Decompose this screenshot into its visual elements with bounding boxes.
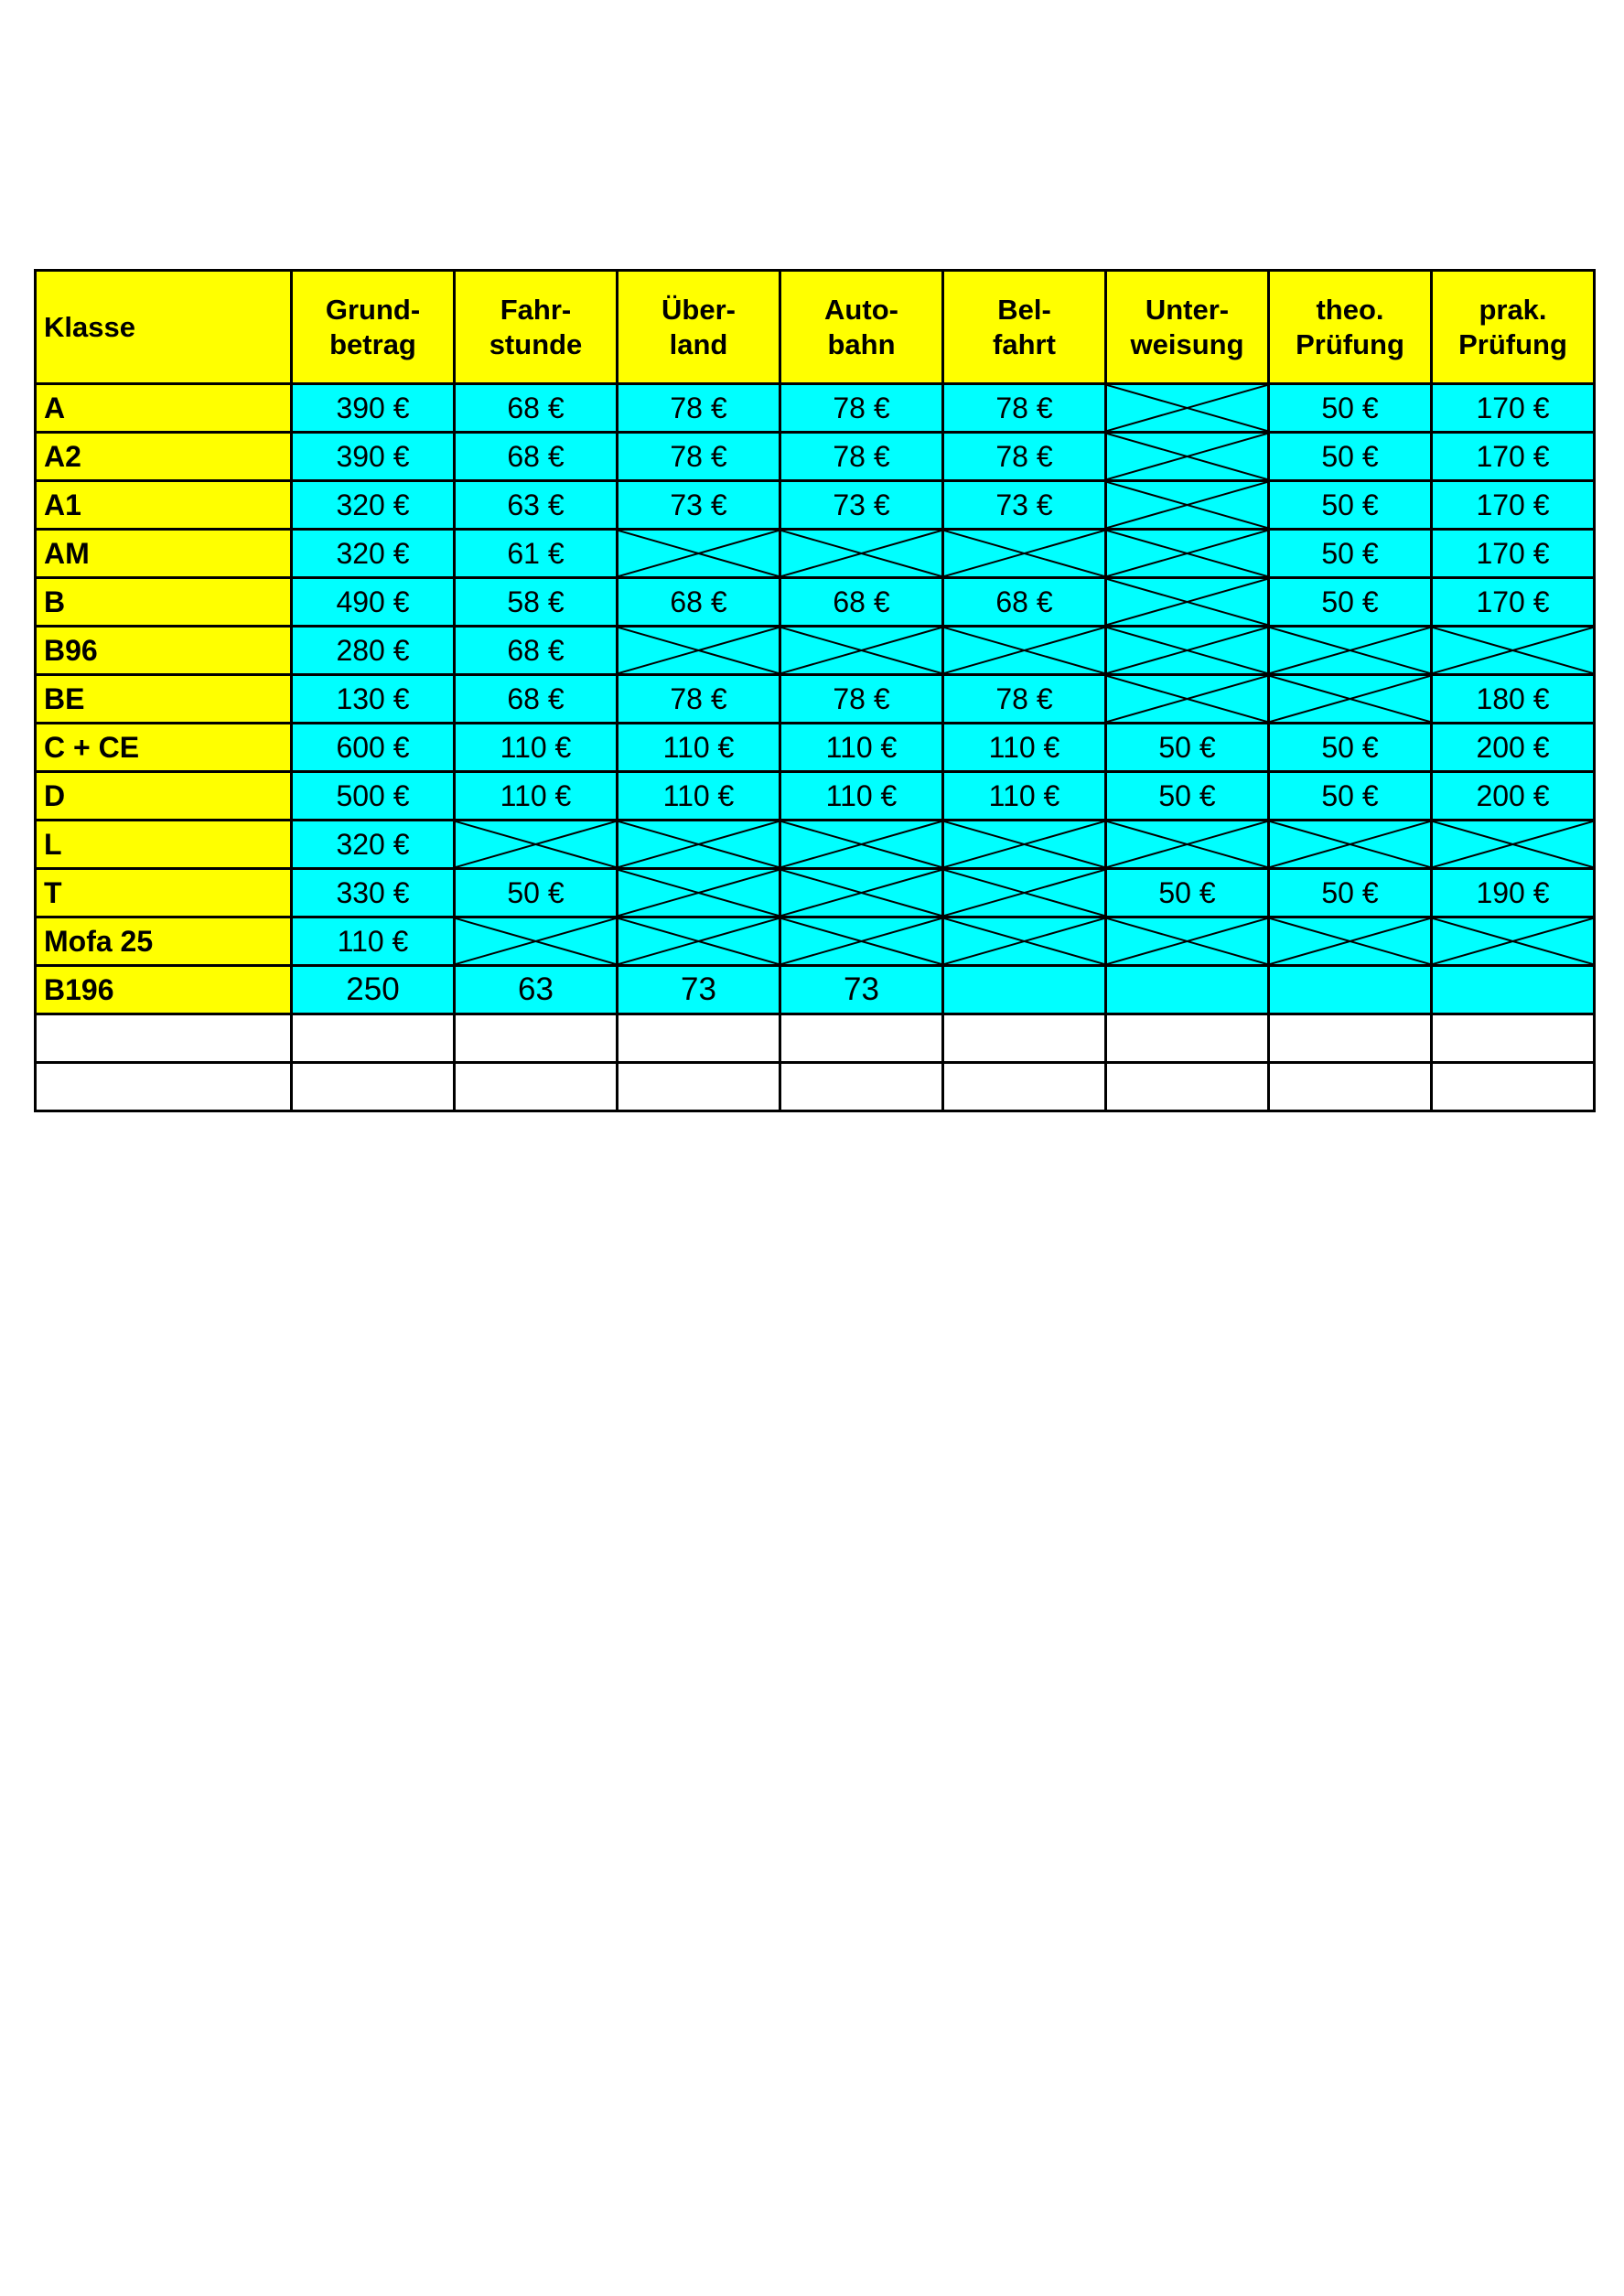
price-cell: 320 € — [292, 481, 455, 530]
not-applicable-cross-icon — [1107, 482, 1267, 528]
not-applicable-cell — [618, 869, 780, 917]
not-applicable-cell — [618, 821, 780, 869]
header-text-line: bahn — [827, 327, 896, 360]
price-cell: 110 € — [943, 724, 1106, 772]
header-text-line: Auto- — [824, 293, 898, 326]
not-applicable-cell — [1106, 481, 1269, 530]
price-cell: 78 € — [618, 433, 780, 481]
price-cell: 390 € — [292, 433, 455, 481]
price-cell: 68 € — [455, 384, 618, 433]
empty-cell — [36, 1014, 292, 1063]
price-cell: 320 € — [292, 821, 455, 869]
price-cell: 390 € — [292, 384, 455, 433]
price-cell: 490 € — [292, 578, 455, 627]
table-row — [36, 433, 1595, 481]
not-applicable-cell — [1432, 917, 1595, 966]
not-applicable-cross-icon — [1107, 628, 1267, 673]
not-applicable-cross-icon — [1433, 918, 1593, 964]
table-row — [36, 821, 1595, 869]
table-row — [36, 724, 1595, 772]
price-cell: 78 € — [943, 675, 1106, 724]
not-applicable-cross-icon — [944, 531, 1104, 576]
not-applicable-cell — [780, 821, 943, 869]
not-applicable-cell — [780, 869, 943, 917]
price-cell: 50 € — [1269, 724, 1432, 772]
header-text-line: Über- — [661, 293, 736, 326]
price-cell: 110 € — [780, 724, 943, 772]
row-label-klasse: Mofa 25 — [36, 917, 292, 966]
not-applicable-cell — [618, 917, 780, 966]
not-applicable-cell — [943, 821, 1106, 869]
not-applicable-cell — [1269, 627, 1432, 675]
not-applicable-cross-icon — [781, 821, 941, 867]
price-cell: 68 € — [618, 578, 780, 627]
not-applicable-cell — [943, 869, 1106, 917]
table-row — [36, 384, 1595, 433]
not-applicable-cross-icon — [618, 628, 779, 673]
not-applicable-cell — [943, 917, 1106, 966]
price-cell: 68 € — [455, 627, 618, 675]
not-applicable-cell — [780, 530, 943, 578]
price-cell: 78 € — [618, 675, 780, 724]
not-applicable-cell — [1432, 821, 1595, 869]
price-cell: 110 € — [618, 724, 780, 772]
table-row — [36, 481, 1595, 530]
price-cell: 170 € — [1432, 433, 1595, 481]
price-cell: 110 € — [292, 917, 455, 966]
empty-cell — [1269, 1014, 1432, 1063]
not-applicable-cell — [943, 627, 1106, 675]
price-cell: 50 € — [1269, 433, 1432, 481]
price-cell: 68 € — [455, 433, 618, 481]
table-row — [36, 966, 1595, 1014]
price-cell: 63 — [455, 966, 618, 1014]
header-text-line: Prüfung — [1296, 327, 1404, 360]
not-applicable-cross-icon — [1270, 676, 1430, 722]
column-header — [943, 271, 1106, 384]
not-applicable-cell — [1432, 627, 1595, 675]
price-cell: 73 — [618, 966, 780, 1014]
not-applicable-cell — [1106, 384, 1269, 433]
price-cell: 50 € — [455, 869, 618, 917]
table-row — [36, 917, 1595, 966]
row-label-klasse: D — [36, 772, 292, 821]
not-applicable-cross-icon — [1107, 531, 1267, 576]
header-text-line: Unter- — [1145, 293, 1230, 326]
not-applicable-cell — [1106, 627, 1269, 675]
row-label-klasse: BE — [36, 675, 292, 724]
header-text-line: Bel- — [997, 293, 1051, 326]
not-applicable-cell — [1269, 917, 1432, 966]
row-label-klasse: L — [36, 821, 292, 869]
table-row — [36, 530, 1595, 578]
price-cell: 170 € — [1432, 481, 1595, 530]
not-applicable-cell — [1106, 530, 1269, 578]
header-text-line: stunde — [489, 327, 583, 360]
table-row — [36, 627, 1595, 675]
row-label-klasse: A1 — [36, 481, 292, 530]
price-cell: 200 € — [1432, 772, 1595, 821]
not-applicable-cross-icon — [781, 918, 941, 964]
price-cell: 68 € — [455, 675, 618, 724]
row-label-klasse: B — [36, 578, 292, 627]
price-cell: 50 € — [1269, 578, 1432, 627]
not-applicable-cross-icon — [781, 870, 941, 916]
price-cell: 190 € — [1432, 869, 1595, 917]
price-cell: 73 — [780, 966, 943, 1014]
price-cell: 58 € — [455, 578, 618, 627]
column-header — [1432, 271, 1595, 384]
not-applicable-cell — [1106, 821, 1269, 869]
empty-cell — [292, 1063, 455, 1111]
price-cell: 130 € — [292, 675, 455, 724]
table-row — [36, 675, 1595, 724]
empty-cell — [455, 1063, 618, 1111]
price-cell — [1432, 966, 1595, 1014]
not-applicable-cross-icon — [456, 918, 616, 964]
price-cell — [943, 966, 1106, 1014]
empty-cell — [943, 1014, 1106, 1063]
table-header — [36, 271, 1595, 384]
empty-cell — [780, 1014, 943, 1063]
not-applicable-cross-icon — [781, 531, 941, 576]
price-cell: 600 € — [292, 724, 455, 772]
not-applicable-cross-icon — [944, 870, 1104, 916]
price-cell: 110 € — [780, 772, 943, 821]
price-cell: 78 € — [780, 433, 943, 481]
price-cell: 78 € — [780, 675, 943, 724]
empty-cell — [1106, 1014, 1269, 1063]
header-row — [36, 271, 1595, 384]
header-text-line: land — [669, 327, 728, 360]
price-cell: 110 € — [455, 772, 618, 821]
price-cell: 63 € — [455, 481, 618, 530]
price-cell: 73 € — [780, 481, 943, 530]
price-cell: 78 € — [780, 384, 943, 433]
empty-row — [36, 1014, 1595, 1063]
empty-cell — [1269, 1063, 1432, 1111]
not-applicable-cell — [780, 917, 943, 966]
price-cell: 50 € — [1269, 530, 1432, 578]
not-applicable-cell — [455, 821, 618, 869]
price-cell: 250 — [292, 966, 455, 1014]
header-text-line: weisung — [1130, 327, 1244, 360]
price-cell: 78 € — [618, 384, 780, 433]
price-cell: 500 € — [292, 772, 455, 821]
not-applicable-cross-icon — [944, 821, 1104, 867]
price-cell: 78 € — [943, 384, 1106, 433]
not-applicable-cross-icon — [781, 628, 941, 673]
not-applicable-cross-icon — [1270, 628, 1430, 673]
not-applicable-cross-icon — [1107, 918, 1267, 964]
price-cell: 50 € — [1106, 772, 1269, 821]
price-cell: 170 € — [1432, 578, 1595, 627]
row-label-klasse: B96 — [36, 627, 292, 675]
not-applicable-cross-icon — [1433, 821, 1593, 867]
empty-cell — [618, 1014, 780, 1063]
column-header — [1269, 271, 1432, 384]
empty-cell — [292, 1014, 455, 1063]
price-cell: 170 € — [1432, 384, 1595, 433]
not-applicable-cell — [455, 917, 618, 966]
price-cell: 61 € — [455, 530, 618, 578]
price-cell: 320 € — [292, 530, 455, 578]
row-label-klasse: AM — [36, 530, 292, 578]
header-text-line: Fahr- — [500, 293, 572, 326]
empty-cell — [1106, 1063, 1269, 1111]
price-cell: 50 € — [1269, 772, 1432, 821]
empty-cell — [36, 1063, 292, 1111]
empty-cell — [1432, 1063, 1595, 1111]
price-cell: 280 € — [292, 627, 455, 675]
price-cell: 110 € — [618, 772, 780, 821]
column-header — [1106, 271, 1269, 384]
not-applicable-cross-icon — [456, 821, 616, 867]
price-cell: 78 € — [943, 433, 1106, 481]
column-header — [455, 271, 618, 384]
price-cell: 50 € — [1269, 481, 1432, 530]
not-applicable-cross-icon — [1107, 434, 1267, 479]
table-row — [36, 578, 1595, 627]
not-applicable-cross-icon — [618, 821, 779, 867]
not-applicable-cross-icon — [1107, 676, 1267, 722]
not-applicable-cross-icon — [944, 918, 1104, 964]
price-cell: 73 € — [943, 481, 1106, 530]
not-applicable-cross-icon — [1433, 628, 1593, 673]
column-header — [780, 271, 943, 384]
header-text-line: Grund- — [325, 293, 421, 326]
price-cell: 73 € — [618, 481, 780, 530]
not-applicable-cell — [618, 627, 780, 675]
price-cell: 200 € — [1432, 724, 1595, 772]
not-applicable-cell — [1269, 675, 1432, 724]
column-header — [292, 271, 455, 384]
not-applicable-cell — [1106, 433, 1269, 481]
table-body — [36, 384, 1595, 1111]
not-applicable-cell — [1106, 917, 1269, 966]
price-cell — [1106, 966, 1269, 1014]
row-label-klasse: A — [36, 384, 292, 433]
header-text-line: fahrt — [993, 327, 1056, 360]
empty-row — [36, 1063, 1595, 1111]
row-label-klasse: B196 — [36, 966, 292, 1014]
not-applicable-cross-icon — [1270, 918, 1430, 964]
row-label-klasse: T — [36, 869, 292, 917]
not-applicable-cross-icon — [944, 628, 1104, 673]
header-text-line: betrag — [329, 327, 416, 360]
price-cell: 50 € — [1269, 384, 1432, 433]
empty-cell — [618, 1063, 780, 1111]
price-cell: 68 € — [780, 578, 943, 627]
header-text-line: theo. — [1316, 293, 1384, 326]
not-applicable-cell — [618, 530, 780, 578]
not-applicable-cross-icon — [1107, 385, 1267, 431]
not-applicable-cell — [780, 627, 943, 675]
price-cell: 170 € — [1432, 530, 1595, 578]
price-cell — [1269, 966, 1432, 1014]
price-cell: 50 € — [1269, 869, 1432, 917]
price-cell: 330 € — [292, 869, 455, 917]
empty-cell — [780, 1063, 943, 1111]
not-applicable-cross-icon — [618, 870, 779, 916]
table-row — [36, 869, 1595, 917]
header-text-line: Prüfung — [1458, 327, 1567, 360]
empty-cell — [455, 1014, 618, 1063]
not-applicable-cell — [1269, 821, 1432, 869]
price-cell: 180 € — [1432, 675, 1595, 724]
header-text-line: Klasse — [44, 310, 135, 343]
empty-cell — [1432, 1014, 1595, 1063]
price-cell: 68 € — [943, 578, 1106, 627]
not-applicable-cell — [1106, 675, 1269, 724]
row-label-klasse: C + CE — [36, 724, 292, 772]
table-row — [36, 772, 1595, 821]
price-cell: 110 € — [943, 772, 1106, 821]
header-text-line: prak. — [1479, 293, 1547, 326]
price-cell: 110 € — [455, 724, 618, 772]
row-label-klasse: A2 — [36, 433, 292, 481]
column-header-klasse — [36, 271, 292, 384]
not-applicable-cross-icon — [618, 531, 779, 576]
empty-cell — [943, 1063, 1106, 1111]
not-applicable-cell — [943, 530, 1106, 578]
price-table — [34, 269, 1596, 1112]
not-applicable-cross-icon — [1107, 579, 1267, 625]
column-header — [618, 271, 780, 384]
price-cell: 50 € — [1106, 724, 1269, 772]
price-cell: 50 € — [1106, 869, 1269, 917]
not-applicable-cross-icon — [1107, 821, 1267, 867]
not-applicable-cross-icon — [1270, 821, 1430, 867]
not-applicable-cross-icon — [618, 918, 779, 964]
not-applicable-cell — [1106, 578, 1269, 627]
